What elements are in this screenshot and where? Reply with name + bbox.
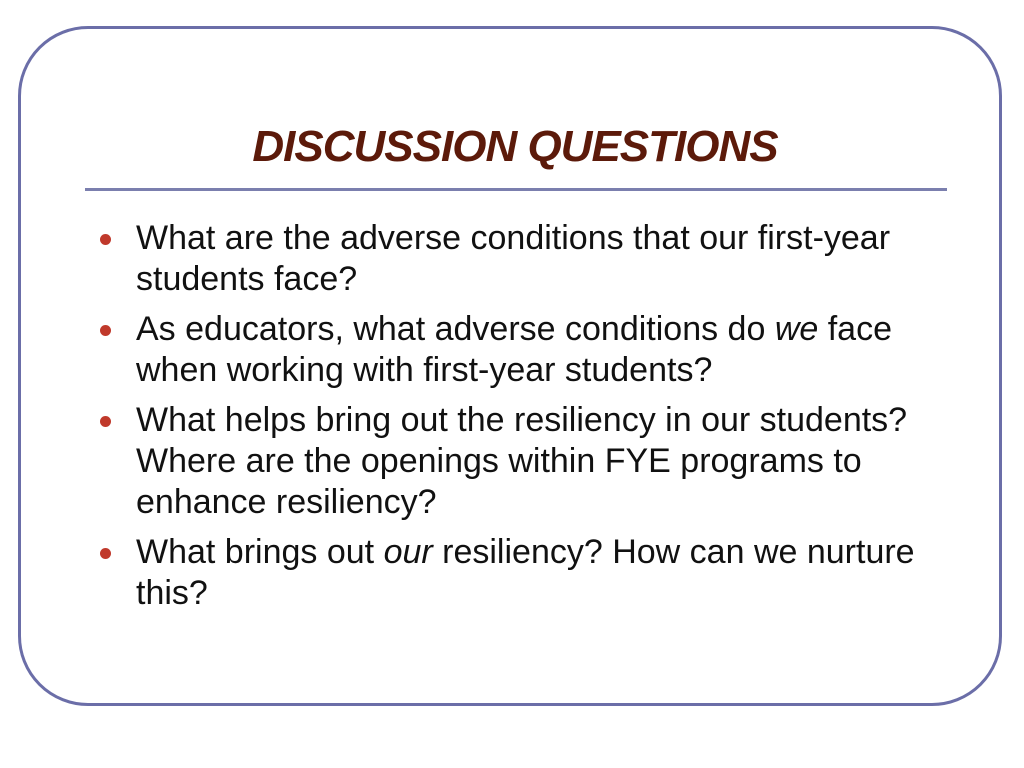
bullet-item-4 bbox=[98, 532, 958, 614]
bullet-dot-icon bbox=[100, 325, 111, 336]
bullet-text-4-emphasis: our bbox=[383, 533, 433, 571]
bullet-dot-icon bbox=[100, 234, 111, 245]
title-divider bbox=[85, 188, 947, 191]
bullet-text-2-emphasis: we bbox=[774, 310, 819, 348]
bullet-text-3: What helps bring out the resiliency in our students? Where are the openings within FYE programs to enhance resiliency? bbox=[136, 401, 908, 521]
bullet-dot-icon bbox=[100, 548, 111, 559]
bullet-text-2-post: face when working with first-year students? bbox=[136, 310, 892, 389]
bullet-text-4-pre: What brings out bbox=[136, 533, 384, 571]
bullet-list bbox=[98, 218, 958, 623]
bullet-item-1 bbox=[98, 218, 958, 300]
bullet-text-1: What are the adverse conditions that our first-year students face? bbox=[136, 219, 891, 298]
bullet-text-2-pre: As educators, what adverse conditions do bbox=[136, 310, 775, 348]
bullet-text-4-post: resiliency? How can we nurture this? bbox=[136, 533, 915, 612]
slide-title: DISCUSSION QUESTIONS bbox=[252, 122, 778, 171]
bullet-dot-icon bbox=[100, 416, 111, 427]
bullet-item-3 bbox=[98, 400, 958, 523]
bullet-item-2 bbox=[98, 309, 958, 391]
